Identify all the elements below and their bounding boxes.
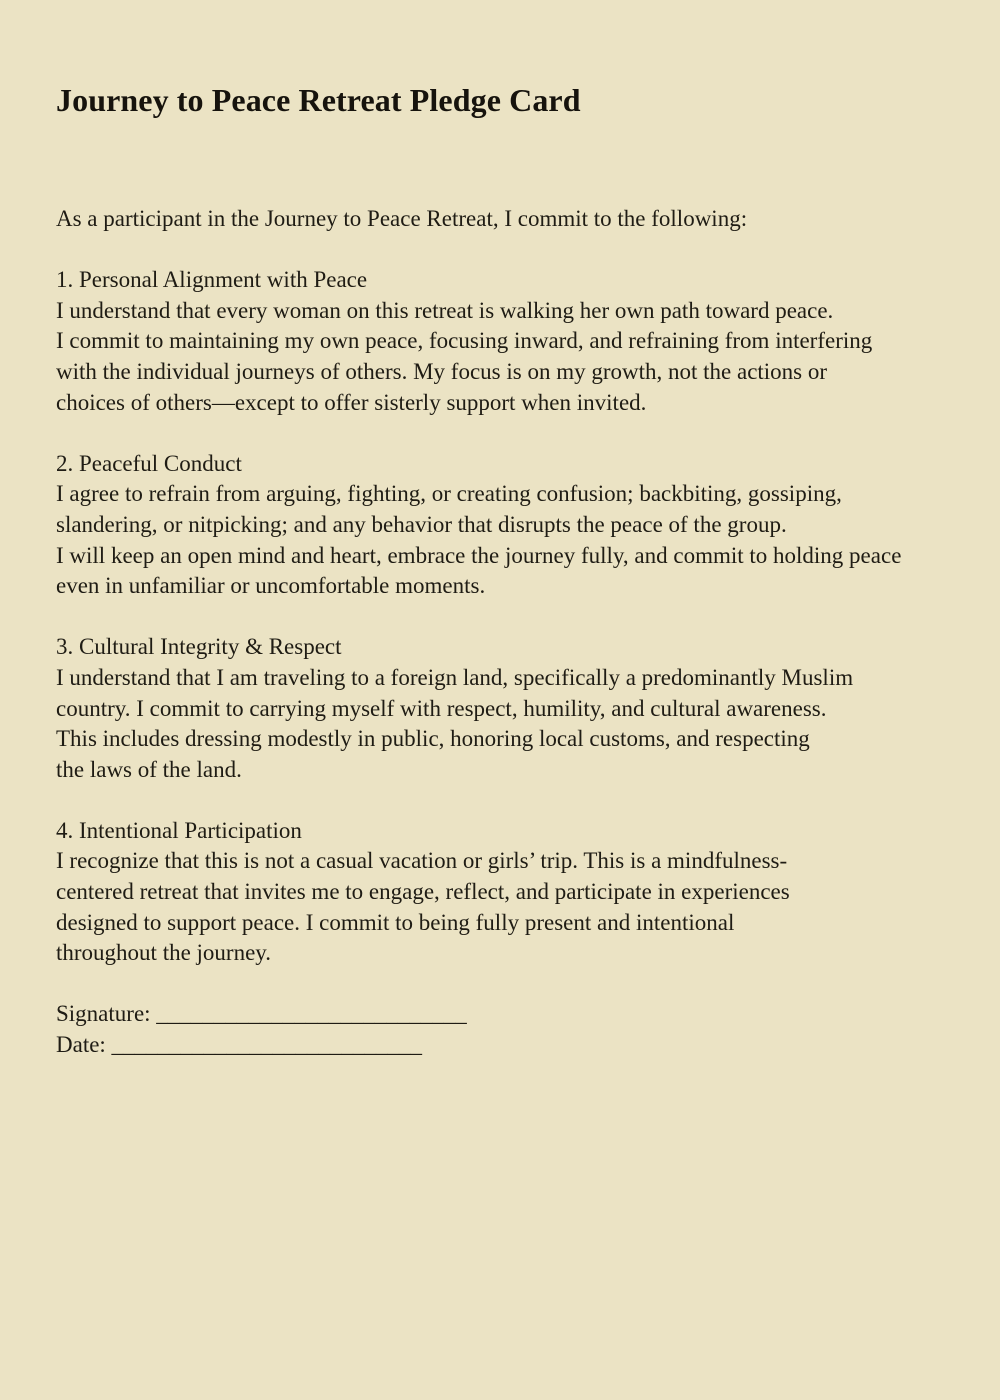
intro-paragraph: As a participant in the Journey to Peace Retreat, I commit to the following:: [56, 206, 748, 231]
section-text-line: slandering, or nitpicking; and any behavior that disrupts the peace of the group.: [56, 511, 787, 537]
section-text-line: with the individual journeys of others. My focus is on my growth, not the actions or: [56, 358, 828, 384]
section-text-line: I agree to refrain from arguing, fighting, or creating confusion; backbiting, gossiping,: [56, 481, 842, 507]
section-text-line: I understand that every woman on this retreat is walking her own path toward peace.: [56, 297, 834, 323]
section-text-line: centered retreat that invites me to engage, reflect, and participate in experiences: [56, 879, 790, 905]
section-text-line: designed to support peace. I commit to being fully present and intentional: [56, 909, 735, 935]
section-intentional-participation: [56, 816, 1000, 969]
signature-field[interactable]: Signature: ___________________________: [56, 1001, 467, 1027]
section-text-line: This includes dressing modestly in public, honoring local customs, and respecting: [56, 726, 810, 752]
signature-block: [56, 999, 1000, 1060]
section-heading: 3. Cultural Integrity & Respect: [56, 634, 342, 660]
section-text-line: throughout the journey.: [56, 940, 272, 966]
section-peaceful-conduct: [56, 449, 1000, 602]
section-text-line: even in unfamiliar or uncomfortable moments.: [56, 573, 486, 599]
section-text-line: country. I commit to carrying myself with respect, humility, and cultural awareness.: [56, 695, 827, 721]
section-text-line: choices of others—except to offer sisterly support when invited.: [56, 389, 647, 415]
section-text-line: the laws of the land.: [56, 756, 242, 782]
page-title: Journey to Peace Retreat Pledge Card: [56, 82, 581, 118]
section-text-line: I will keep an open mind and heart, embrace the journey fully, and commit to holding peace: [56, 542, 902, 568]
section-text-line: I understand that I am traveling to a foreign land, specifically a predominantly Muslim: [56, 664, 854, 690]
section-text-line: I recognize that this is not a casual vacation or girls’ trip. This is a mindfulness-: [56, 848, 788, 874]
section-personal-alignment: [56, 265, 1000, 418]
section-text-line: I commit to maintaining my own peace, focusing inward, and refraining from interfering: [56, 328, 873, 354]
section-heading: 2. Peaceful Conduct: [56, 450, 242, 476]
section-heading: 1. Personal Alignment with Peace: [56, 267, 368, 293]
section-cultural-integrity: [56, 632, 1000, 785]
date-field[interactable]: Date: ___________________________: [56, 1032, 423, 1058]
section-heading: 4. Intentional Participation: [56, 817, 302, 843]
